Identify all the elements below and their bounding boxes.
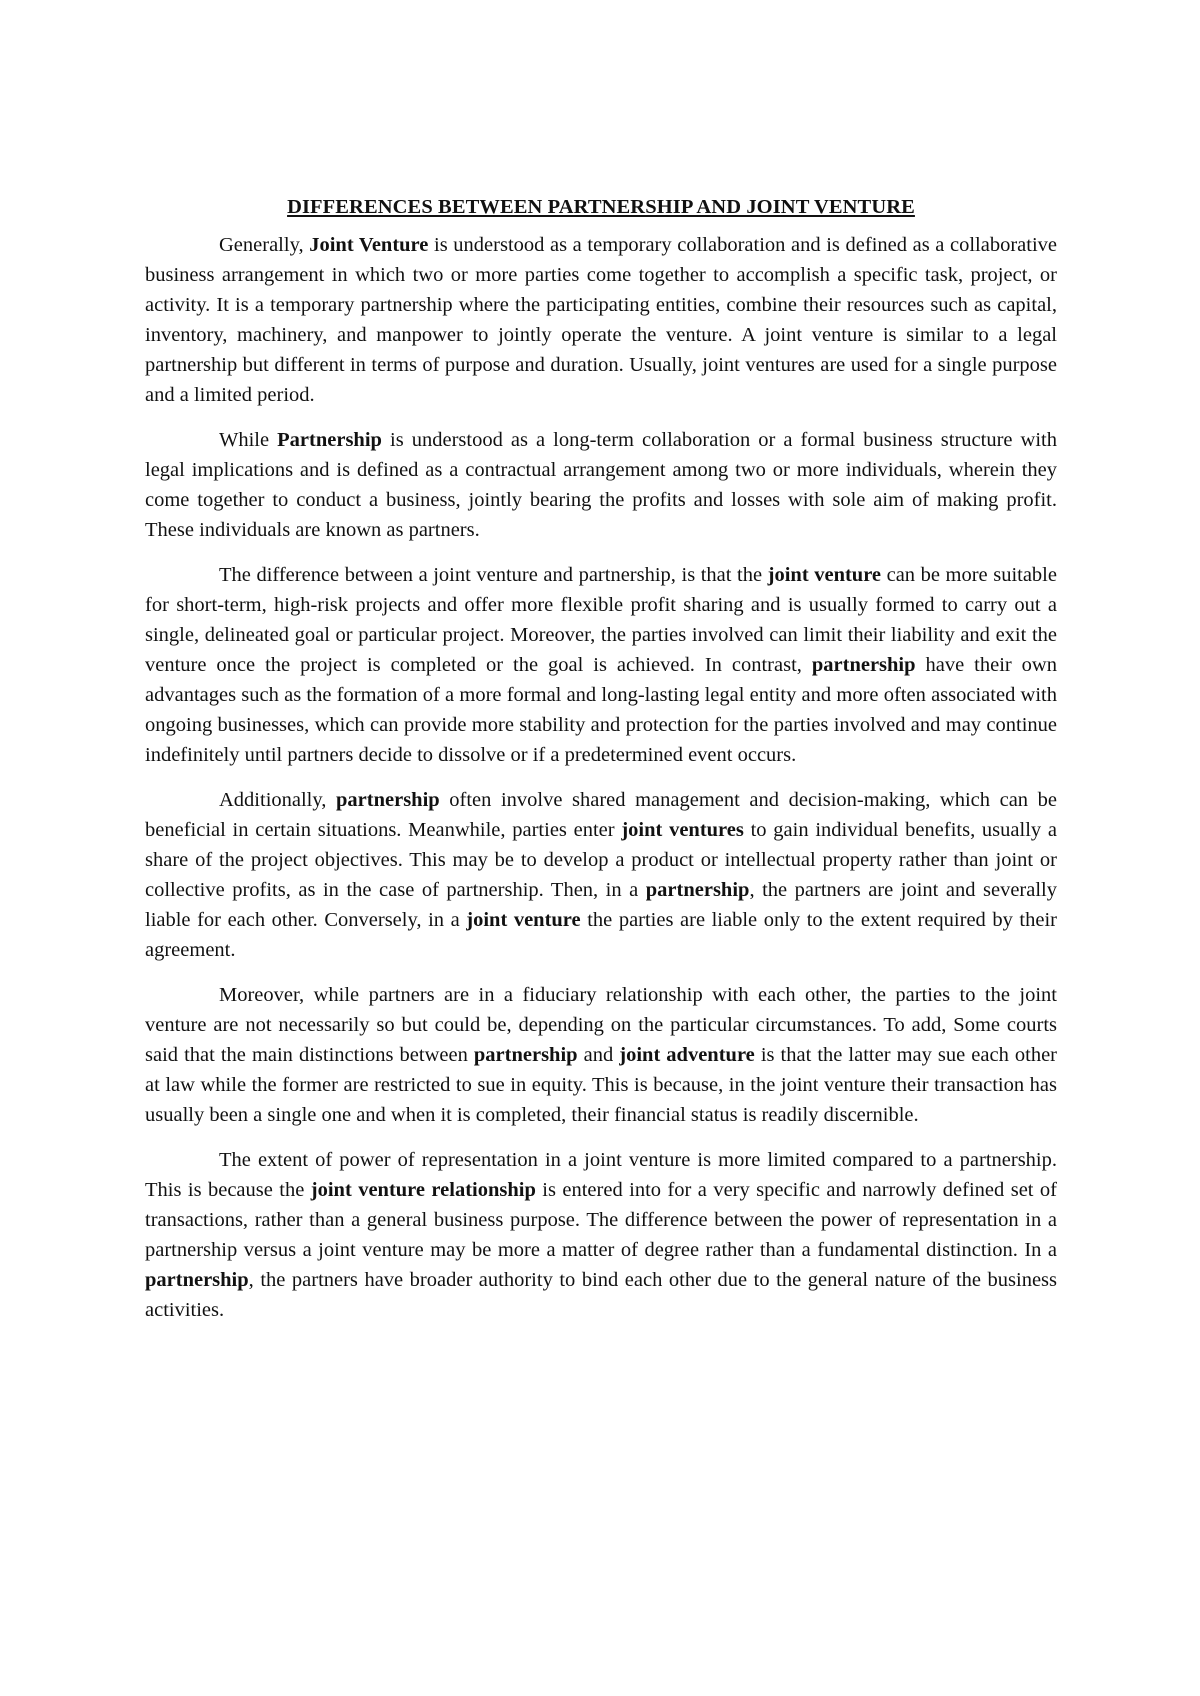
text-run: to gain individual benefits, usually a share of the project objectives. This may be to develop a product or intellectual property rather than joint or collective profits, as in the case of partnership. Then, in a <box>145 819 1057 901</box>
text-run: Additionally, <box>219 789 337 811</box>
text-run: is that the latter may sue each other at law while the former are restricted to sue in equity. This is because, in the joint venture their transaction has usually been a single one and when it is completed, their financial status is readily discernible. <box>145 1044 1057 1126</box>
bold-term: joint ventures <box>621 819 744 841</box>
paragraph-joint-venture-definition <box>145 230 1057 410</box>
paragraph-management-and-liability <box>145 785 1057 965</box>
text-run: is understood as a temporary collaboration and is defined as a collaborative business arrangement in which two or more parties come together to accomplish a specific task, project, or activity. It is a temporary partnership where the participating entities, combine their resources such as capital, inventory, machinery, and manpower to jointly operate the venture. A joint venture is similar to a legal partnership but different in terms of purpose and duration. Usually, joint ventures are used for a single purpose and a limited period. <box>145 234 1057 406</box>
text-run: is understood as a long-term collaboration or a formal business structure with legal implications and is defined as a contractual arrangement among two or more individuals, wherein they come together to conduct a business, jointly bearing the profits and losses with sole aim of making profit. These individuals are known as partners. <box>145 429 1058 541</box>
bold-term: Partnership <box>277 429 382 451</box>
bold-term: joint venture relationship <box>310 1179 536 1201</box>
text-run: often involve shared management and decision-making, which can be beneficial in certain situations. Meanwhile, parties enter <box>145 789 1057 841</box>
text-run: and <box>577 1044 620 1066</box>
paragraph-partnership-definition <box>145 425 1057 545</box>
text-run: Generally, <box>219 234 310 256</box>
paragraph-fiduciary-relationship <box>145 980 1057 1130</box>
text-run: is entered into for a very specific and narrowly defined set of transactions, rather than a general business purpose. The difference between the power of representation in a partnership versus a joint venture may be more a matter of degree rather than a fundamental distinction. In a <box>145 1179 1057 1261</box>
bold-term: Joint Venture <box>309 234 429 256</box>
bold-term: joint adventure <box>619 1044 755 1066</box>
bold-term: joint venture <box>466 909 581 931</box>
text-run: , the partners have broader authority to bind each other due to the general nature of the business activities. <box>145 1269 1057 1321</box>
bold-term: partnership <box>811 654 916 676</box>
bold-term: partnership <box>645 879 750 901</box>
document-title: DIFFERENCES BETWEEN PARTNERSHIP AND JOINT VENTURE <box>287 196 915 218</box>
bold-term: partnership <box>336 789 440 811</box>
bold-term: partnership <box>473 1044 578 1066</box>
text-run: can be more suitable for short-term, high-risk projects and offer more flexible profit sharing and is usually formed to carry out a single, delineated goal or particular project. Moreover, the parties involved can limit their liability and exit the venture once the project is completed or the goal is achieved. In contrast, <box>145 564 1057 676</box>
bold-term: partnership <box>145 1269 249 1291</box>
text-run: , the partners are joint and severally liable for each other. Conversely, in a <box>145 879 1057 931</box>
text-run: Moreover, while partners are in a fiduciary relationship with each other, the parties to the joint venture are not necessarily so but could be, depending on the particular circumstances. To add, Some courts said that the main distinctions between <box>145 984 1057 1066</box>
paragraph-key-difference <box>145 560 1057 770</box>
text-run: The extent of power of representation in a joint venture is more limited compared to a partnership. This is because the <box>145 1149 1057 1201</box>
bold-term: joint venture <box>767 564 882 586</box>
text-run: The difference between a joint venture and partnership, is that the <box>219 564 768 586</box>
text-run: While <box>219 429 278 451</box>
text-run: have their own advantages such as the formation of a more formal and long-lasting legal entity and more often associated with ongoing businesses, which can provide more stability and protection for the parties involved and may continue indefinitely until partners decide to dissolve or if a predetermined event occurs. <box>145 654 1057 766</box>
paragraph-power-of-representation <box>145 1145 1057 1325</box>
document-body <box>145 192 1057 1340</box>
text-run: the parties are liable only to the extent required by their agreement. <box>145 909 1057 961</box>
